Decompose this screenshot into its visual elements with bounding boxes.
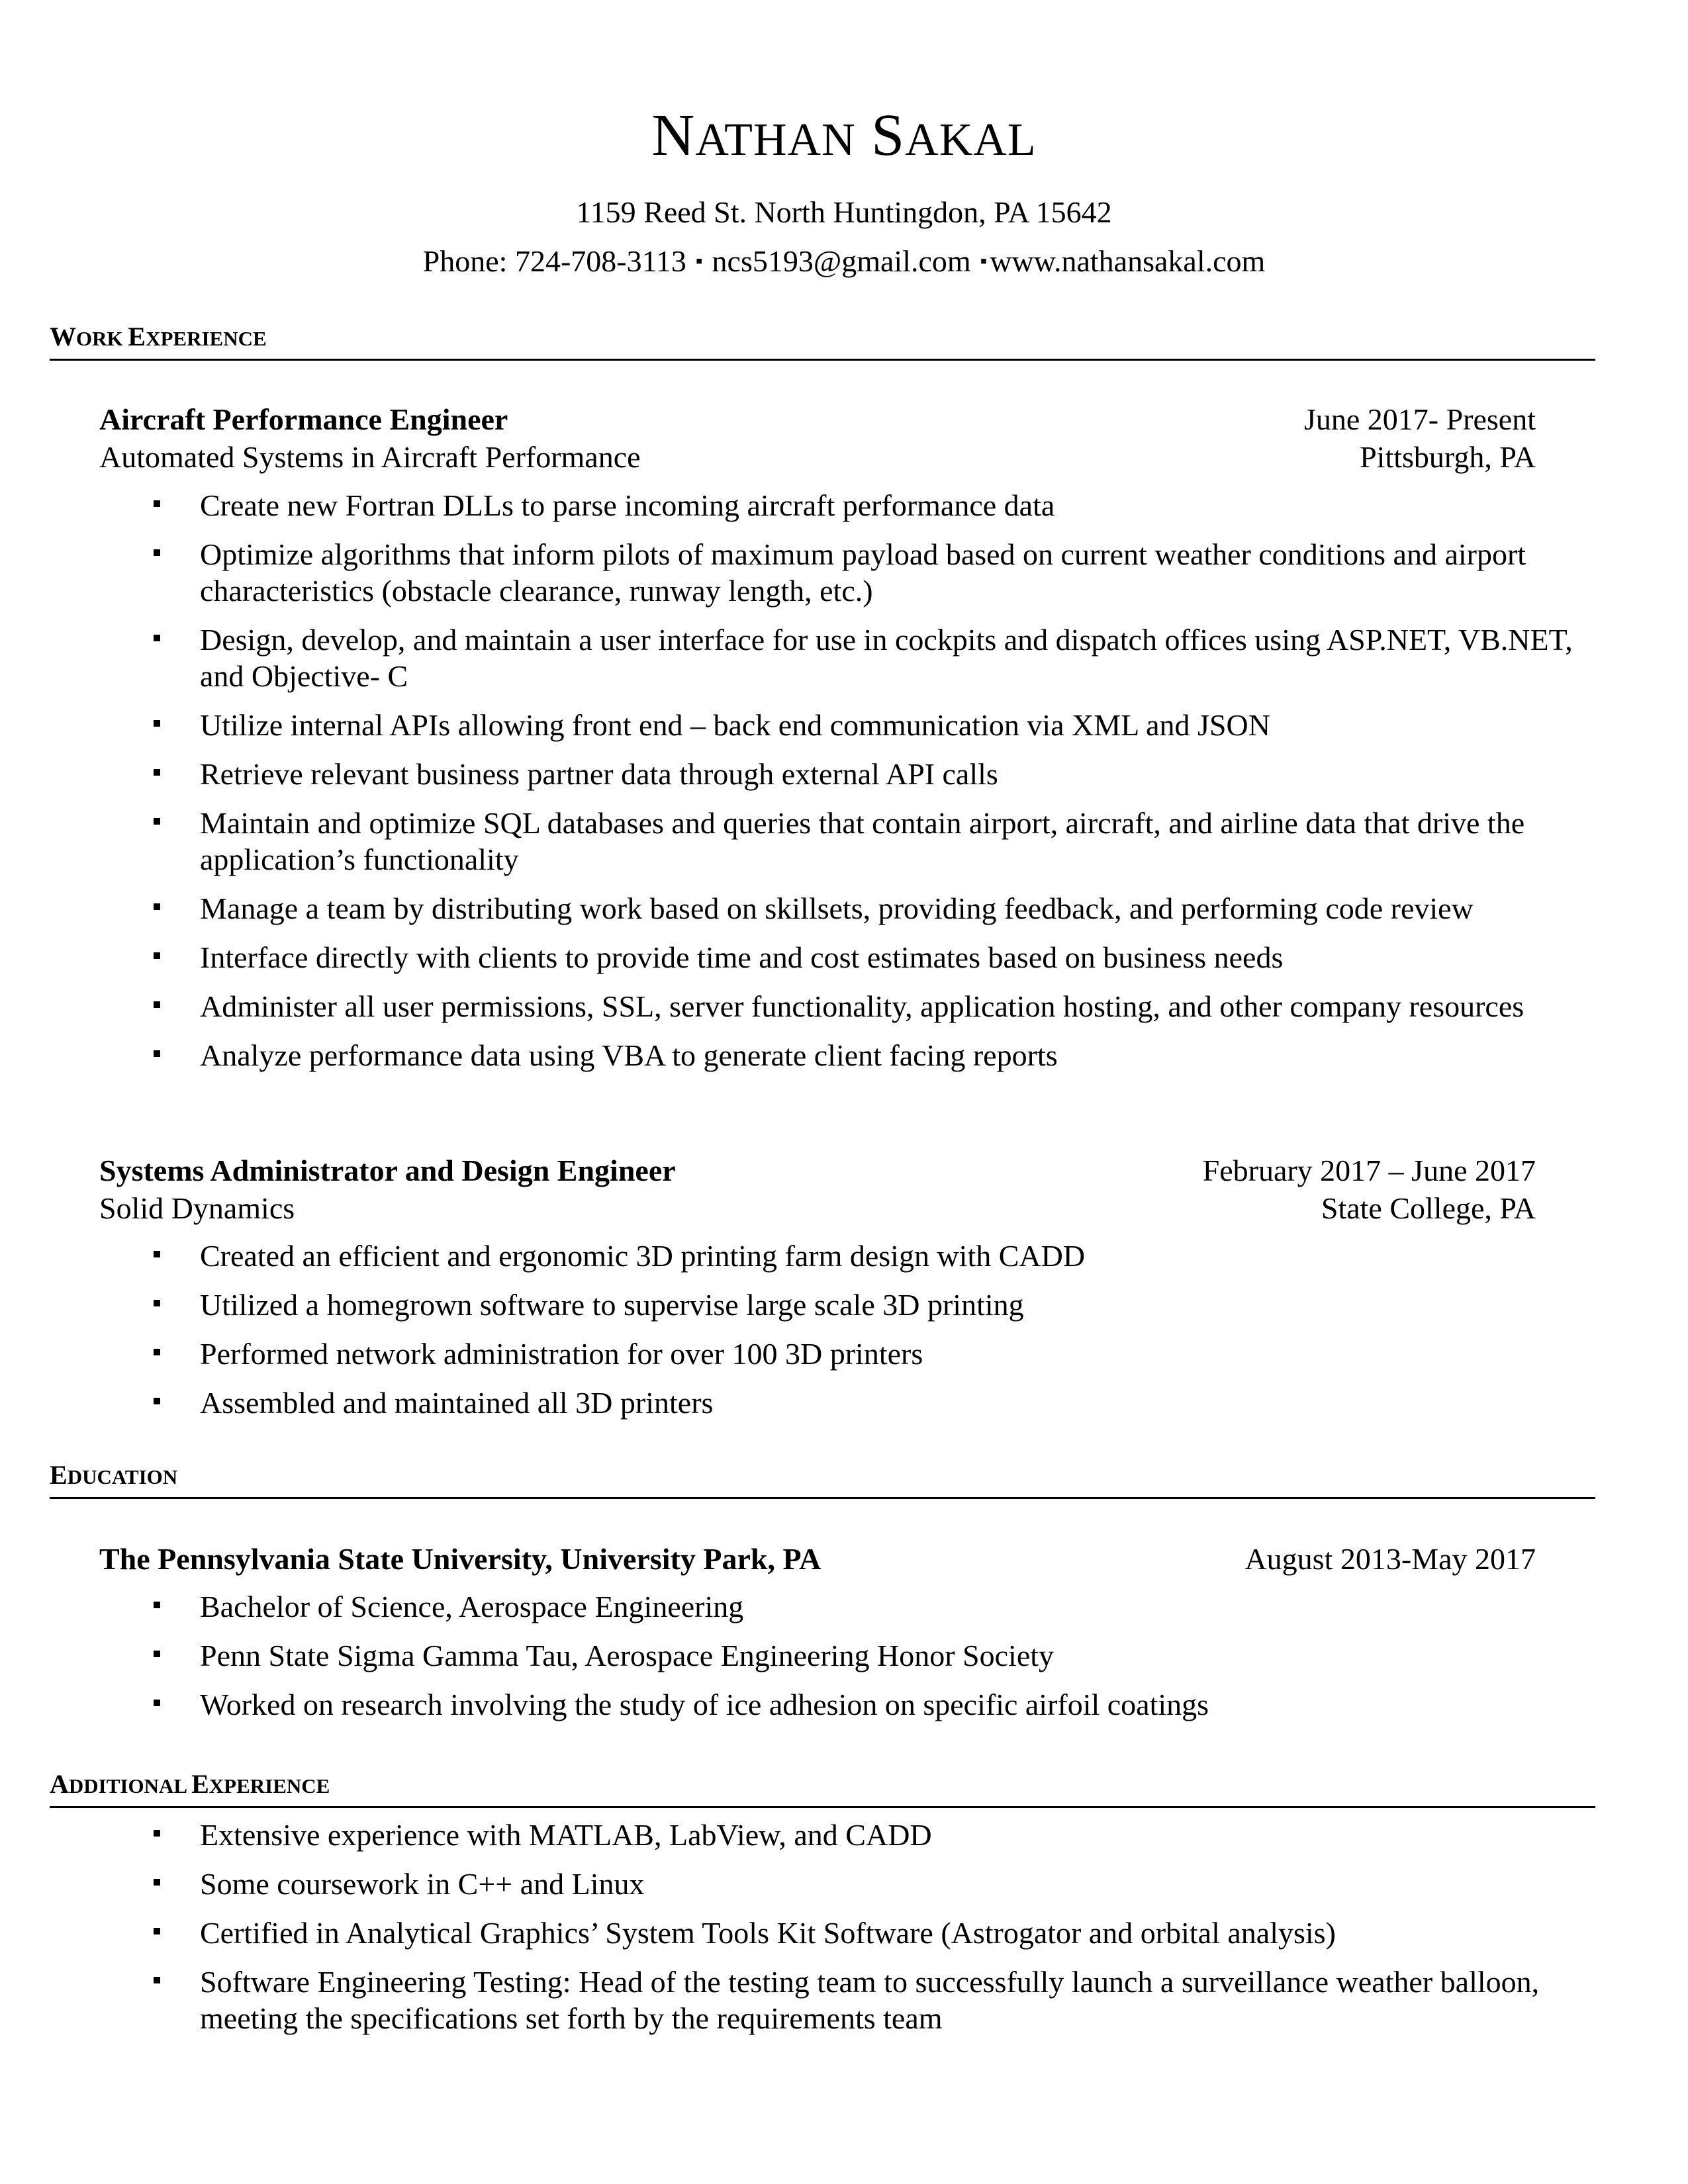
section-rest: DUCATION (67, 1465, 178, 1488)
section-rest: ORK (76, 327, 128, 350)
list-item (154, 1287, 1597, 1323)
bullet-text: Manage a team by distributing work based on skillsets, providing feedback, and performing code review (200, 891, 1474, 925)
bullet-text: Design, develop, and maintain a user interface for use in cockpits and dispatch offices using ASP.NET, VB.NET, and Objective- C (200, 623, 1573, 693)
bullet-icon (154, 1050, 160, 1057)
bullet-text: Created an efficient and ergonomic 3D printing farm design with CADD (200, 1239, 1086, 1273)
bullet-icon (154, 769, 160, 776)
job-entry (99, 1152, 1536, 1227)
job-bullets (154, 487, 1597, 1086)
job-location: State College, PA (1321, 1191, 1536, 1225)
bullet-text: Assembled and maintained all 3D printers (200, 1386, 714, 1420)
job-title-row (99, 400, 1536, 438)
bullet-icon (154, 952, 160, 959)
bullet-text: Utilize internal APIs allowing front end – back end communication via XML and JSON (200, 708, 1270, 742)
name-initial: S (871, 103, 906, 168)
bullet-icon (154, 1700, 160, 1706)
list-item (154, 1385, 1597, 1421)
section-title-education (50, 1459, 1595, 1499)
bullet-text: Penn State Sigma Gamma Tau, Aerospace Engineering Honor Society (200, 1639, 1055, 1672)
section-rest: XPERIENCE (146, 327, 267, 350)
job-company-row (99, 1189, 1536, 1227)
name-rest: ATHAN (695, 114, 856, 165)
bullet-text: Worked on research involving the study of ice adhesion on specific airfoil coatings (200, 1688, 1209, 1721)
list-item (154, 890, 1597, 927)
list-item (154, 1037, 1597, 1073)
section-initial: A (50, 1769, 69, 1799)
bullet-icon (154, 903, 160, 910)
bullet-text: Create new Fortran DLLs to parse incoming aircraft performance data (200, 488, 1055, 522)
bullet-text: Extensive experience with MATLAB, LabView, and CADD (200, 1818, 932, 1852)
list-item (154, 1336, 1597, 1372)
phone: Phone: 724-708-3113 (422, 244, 686, 278)
name-initial: N (651, 103, 696, 168)
job-dates: June 2017- Present (1303, 402, 1536, 436)
list-item (154, 1915, 1597, 1951)
section-initial: E (128, 322, 146, 351)
job-bullets (154, 1238, 1597, 1433)
section-initial: E (191, 1769, 209, 1799)
bullet-icon (154, 1398, 160, 1404)
job-entry (99, 400, 1536, 476)
bullet-icon (154, 1879, 160, 1886)
bullet-text: Some coursework in C++ and Linux (200, 1867, 645, 1901)
bullet-icon (154, 1300, 160, 1306)
list-item (154, 1866, 1597, 1902)
job-title: Systems Administrator and Design Engineer (99, 1154, 676, 1187)
additional-bullets (154, 1817, 1597, 2049)
bullet-text: Utilized a homegrown software to supervise large scale 3D printing (200, 1288, 1024, 1322)
bullet-icon (154, 1251, 160, 1257)
bullet-text: Performed network administration for over 100 3D printers (200, 1337, 923, 1371)
section-rest: XPERIENCE (209, 1774, 330, 1797)
list-item (154, 536, 1597, 609)
list-item (154, 1588, 1597, 1625)
email-link[interactable]: ncs5193@gmail.com (712, 244, 971, 278)
job-company: Solid Dynamics (99, 1191, 295, 1225)
section-rest: DDITIONAL (68, 1774, 192, 1797)
education-dates: August 2013-May 2017 (1244, 1542, 1536, 1576)
school-name: The Pennsylvania State University, University Park, PA (99, 1542, 821, 1576)
education-entry (99, 1540, 1536, 1578)
name-rest: AKAL (905, 114, 1037, 165)
address: 1159 Reed St. North Huntingdon, PA 15642 (576, 195, 1112, 229)
job-title-row (99, 1152, 1536, 1189)
bullet-icon (154, 635, 160, 641)
bullet-text: Analyze performance data using VBA to generate client facing reports (200, 1038, 1058, 1072)
section-initial: W (50, 322, 76, 351)
bullet-icon (154, 1977, 160, 1983)
education-title-row (99, 1540, 1536, 1578)
bullet-text: Certified in Analytical Graphics’ System Tools Kit Software (Astrogator and orbital analysis) (200, 1916, 1336, 1950)
list-item (154, 1238, 1597, 1274)
list-item (154, 756, 1597, 792)
bullet-icon (154, 1651, 160, 1657)
bullet-icon (154, 1928, 160, 1934)
bullet-text: Optimize algorithms that inform pilots of maximum payload based on current weather conditions and airport characteristics (obstacle clearance, runway length, etc.) (200, 537, 1526, 608)
bullet-text: Administer all user permissions, SSL, server functionality, application hosting, and other company resources (200, 989, 1524, 1023)
list-item (154, 707, 1597, 743)
list-item (154, 988, 1597, 1024)
bullet-icon (154, 1602, 160, 1608)
job-company-row (99, 438, 1536, 476)
education-bullets (154, 1588, 1597, 1735)
list-item (154, 939, 1597, 976)
section-title-additional-experience (50, 1768, 1595, 1808)
job-title: Aircraft Performance Engineer (99, 402, 508, 436)
section-initial: E (50, 1460, 68, 1490)
bullet-icon (154, 549, 160, 556)
separator-icon: ▪ (980, 250, 988, 272)
job-dates: February 2017 – June 2017 (1202, 1154, 1536, 1187)
bullet-text: Bachelor of Science, Aerospace Engineering (200, 1590, 744, 1623)
bullet-icon (154, 1349, 160, 1355)
list-item (154, 1637, 1597, 1674)
list-item (154, 1964, 1597, 2036)
contact-line (0, 242, 1688, 281)
job-company: Automated Systems in Aircraft Performance (99, 440, 641, 474)
list-item (154, 805, 1597, 878)
section-title-work-experience (50, 321, 1595, 361)
list-item (154, 1817, 1597, 1853)
bullet-icon (154, 720, 160, 727)
bullet-text: Retrieve relevant business partner data through external API calls (200, 757, 998, 791)
bullet-icon (154, 818, 160, 825)
bullet-text: Software Engineering Testing: Head of the testing team to successfully launch a surveillance weather balloon, meeting the specifications set forth by the requirements team (200, 1965, 1540, 2035)
bullet-text: Maintain and optimize SQL databases and queries that contain airport, aircraft, and airline data that drive the application’s functionality (200, 806, 1525, 876)
list-item (154, 1686, 1597, 1723)
separator-icon: ▪ (695, 250, 703, 272)
bullet-icon (154, 1001, 160, 1008)
candidate-name (0, 103, 1688, 173)
list-item (154, 621, 1597, 694)
bullet-icon (154, 500, 160, 507)
resume-header (0, 103, 1688, 281)
website-link[interactable]: www.nathansakal.com (990, 244, 1266, 278)
bullet-icon (154, 1830, 160, 1837)
bullet-text: Interface directly with clients to provide time and cost estimates based on business needs (200, 940, 1284, 974)
job-location: Pittsburgh, PA (1360, 440, 1536, 474)
list-item (154, 487, 1597, 523)
